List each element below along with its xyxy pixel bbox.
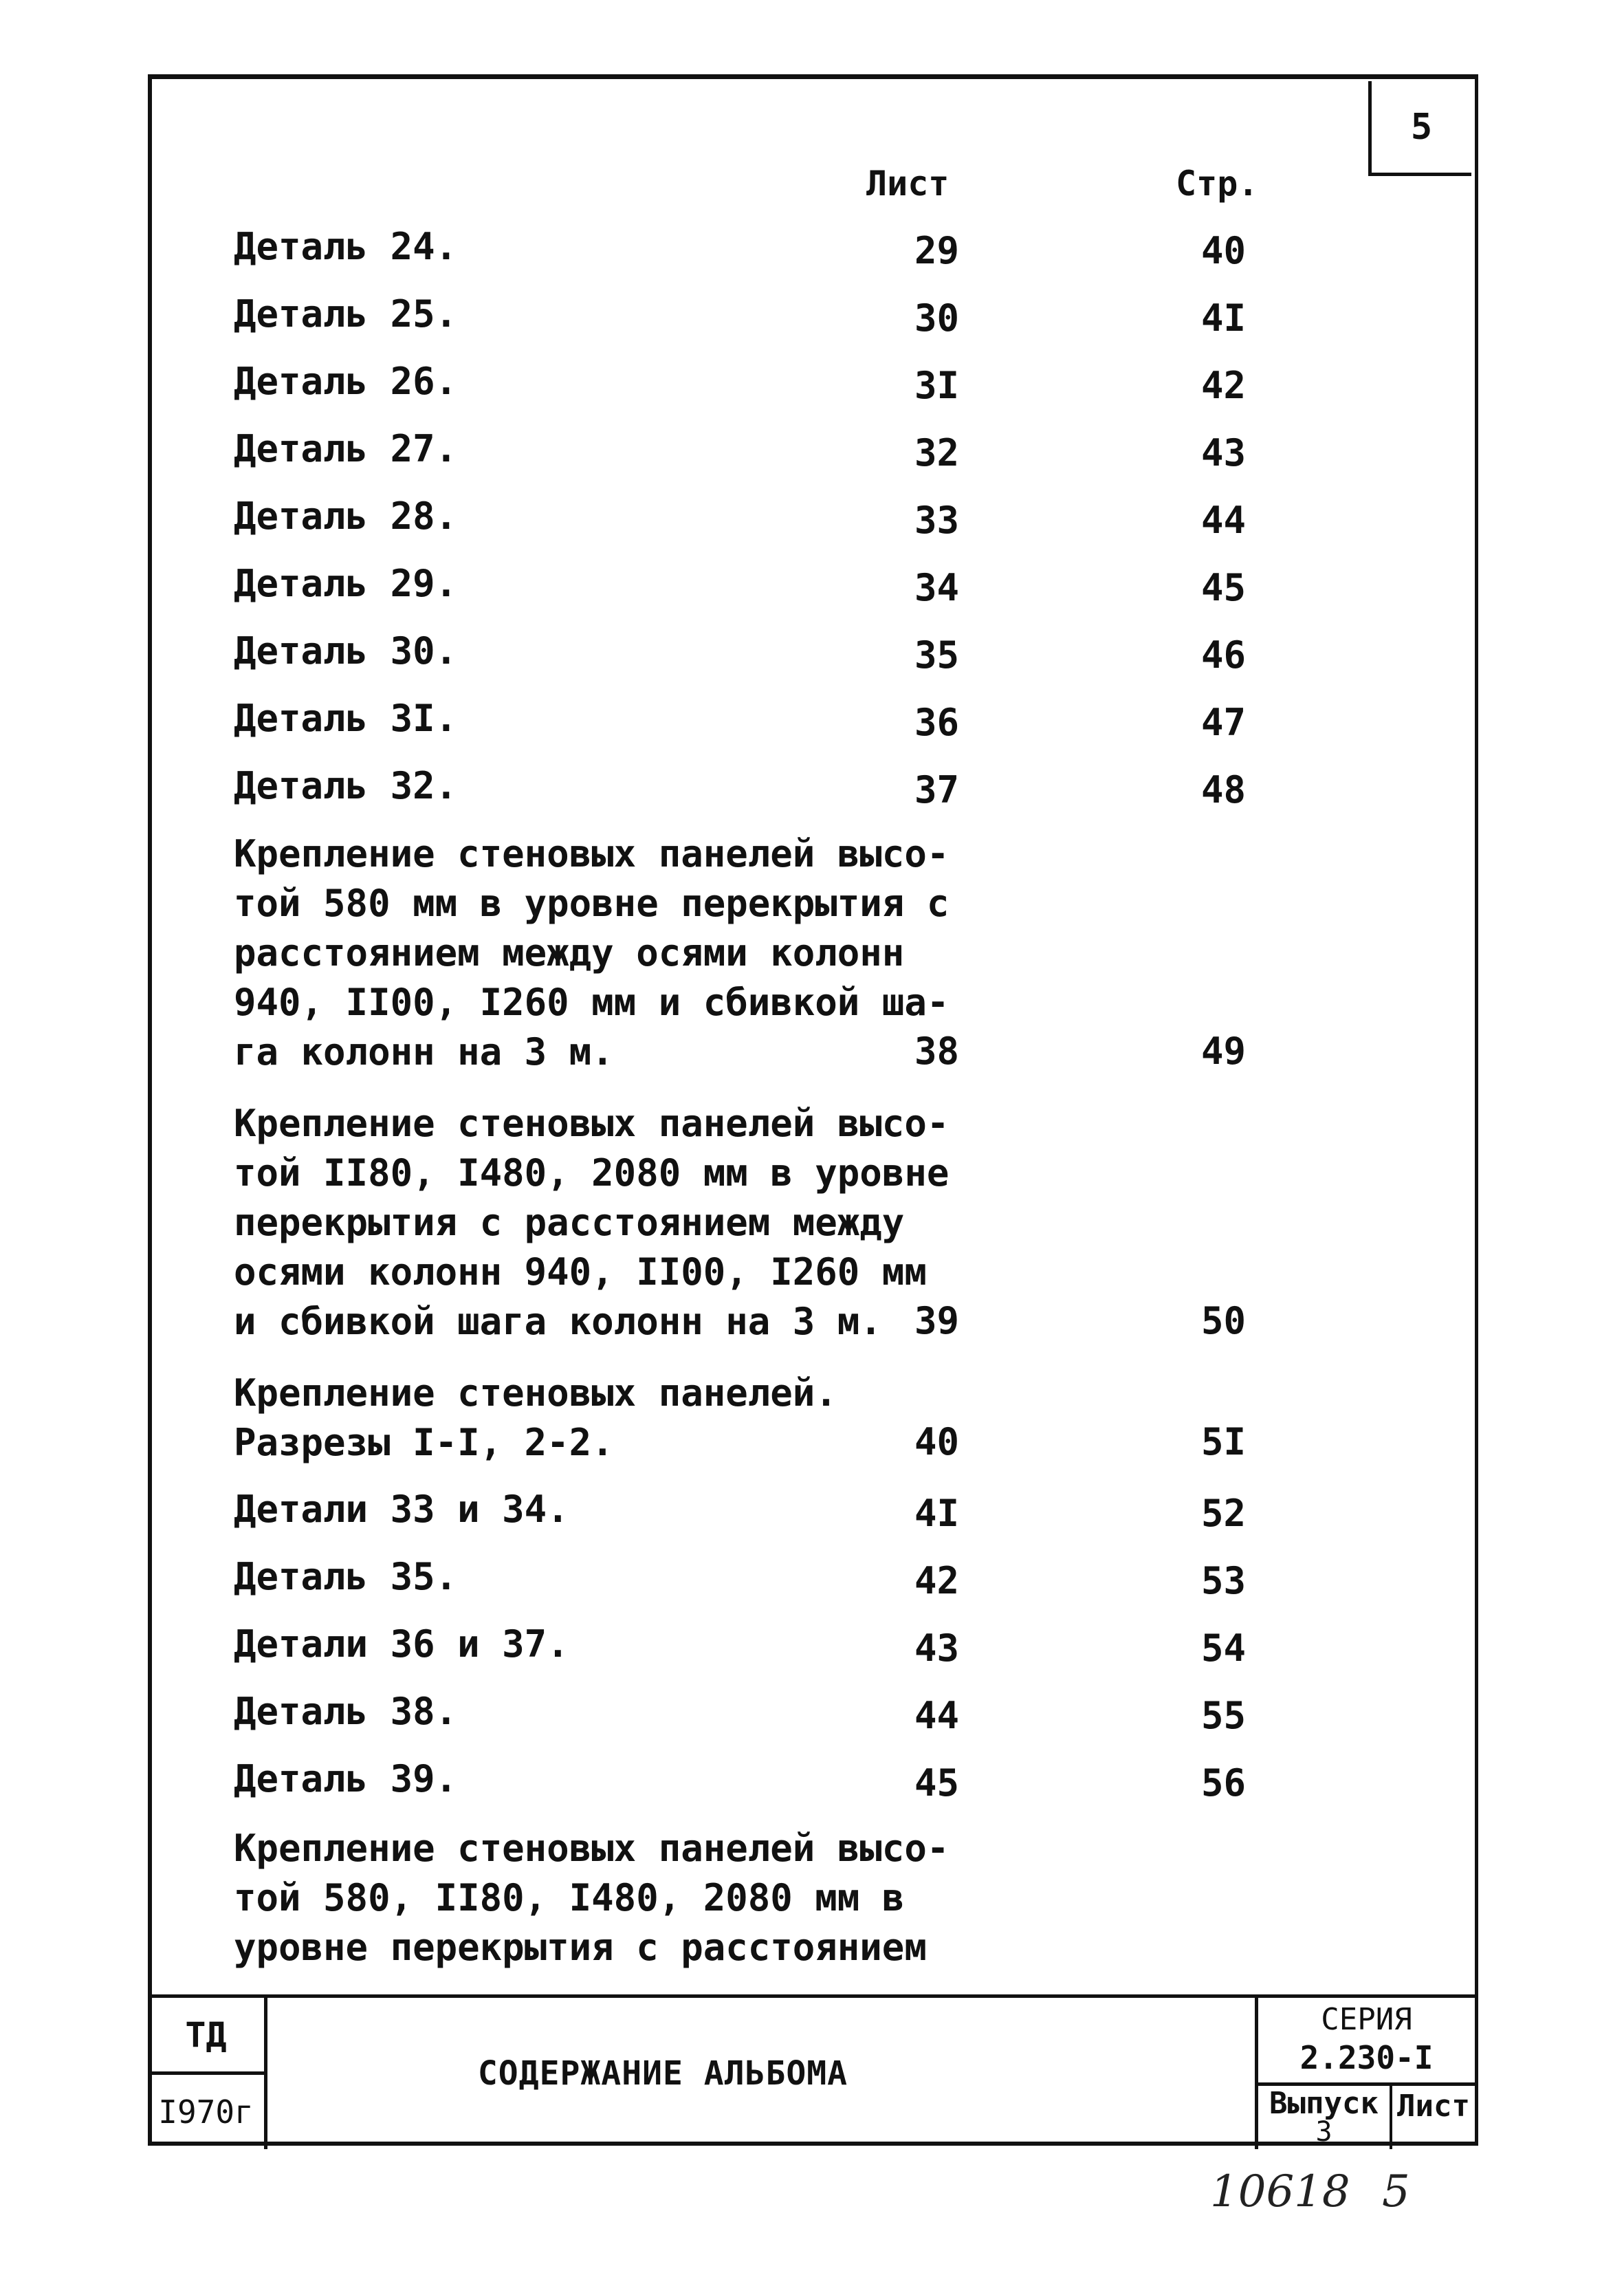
toc-title: Крепление стеновых панелей высо- той II80, I480, 2080 мм в уровне перекрытия с расстоянием между осями колонн 940, II00, I260 мм и сбивкой шага колонн на 3 м. xyxy=(234,1102,950,1343)
toc-sheet: 39 xyxy=(914,1299,960,1342)
stamp-series-label: СЕРИЯ xyxy=(1321,2002,1412,2037)
toc-title: Деталь 28. xyxy=(234,494,458,538)
toc-sheet: 35 xyxy=(914,633,960,677)
toc-sheet: 44 xyxy=(914,1694,960,1737)
toc-row xyxy=(234,1484,1306,1539)
toc-sheet: 33 xyxy=(914,499,960,542)
stamp-org: ТД xyxy=(148,1998,267,2075)
toc-title: Крепление стеновых панелей высо- той 580, II80, I480, 2080 мм в уровне перекрытия с расстоянием xyxy=(234,1827,950,1969)
toc-sheet: 43 xyxy=(914,1626,960,1670)
toc-page: 4I xyxy=(1200,296,1247,340)
toc-title: Деталь 38. xyxy=(234,1690,458,1733)
column-header-sheet: Лист xyxy=(866,164,950,204)
toc-page: 53 xyxy=(1200,1559,1247,1602)
toc-row xyxy=(234,1686,1306,1741)
toc-title: Деталь 32. xyxy=(234,764,458,807)
stamp-year: I970г xyxy=(148,2075,267,2149)
toc-page: 56 xyxy=(1200,1761,1247,1805)
toc-sheet: 42 xyxy=(914,1559,960,1602)
handwritten-page: 5 xyxy=(1382,2166,1410,2217)
toc-sheet: 40 xyxy=(914,1420,960,1463)
toc-row xyxy=(234,289,1306,344)
toc-row xyxy=(234,626,1306,681)
toc-row xyxy=(234,829,1306,1077)
toc-page: 45 xyxy=(1200,566,1247,609)
page-number-box xyxy=(1368,81,1471,176)
toc-page: 50 xyxy=(1200,1299,1247,1342)
toc-page: 44 xyxy=(1200,499,1247,542)
toc-sheet: 36 xyxy=(914,701,960,744)
toc-title: Детали 36 и 37. xyxy=(234,1622,569,1666)
toc-title: Деталь 24. xyxy=(234,225,458,268)
toc-row xyxy=(234,1369,1306,1468)
stamp-title: СОДЕРЖАНИЕ АЛЬБОМА xyxy=(477,2054,848,2093)
stamp-series-value: 2.230-I xyxy=(1299,2039,1434,2076)
toc-title: Деталь 25. xyxy=(234,292,458,336)
toc-page: 46 xyxy=(1200,633,1247,677)
toc-page: 55 xyxy=(1200,1694,1247,1737)
toc-title: Крепление стеновых панелей. Разрезы I-I, 2-2. xyxy=(234,1371,837,1464)
toc-row xyxy=(234,491,1306,546)
toc-row xyxy=(234,1824,1306,1972)
toc-page: 40 xyxy=(1200,229,1247,272)
toc-row xyxy=(234,356,1306,411)
toc-title: Деталь 30. xyxy=(234,629,458,673)
toc-sheet: 4I xyxy=(914,1492,960,1535)
page-number: 5 xyxy=(1410,106,1433,148)
toc-title: Деталь 39. xyxy=(234,1757,458,1800)
stamp-series-cell xyxy=(1255,1998,1475,2086)
toc-page: 5I xyxy=(1200,1420,1247,1463)
toc-sheet: 37 xyxy=(914,768,960,812)
handwritten-number: 10618 xyxy=(1210,2166,1350,2217)
toc-row xyxy=(234,558,1306,613)
toc-sheet: 45 xyxy=(914,1761,960,1805)
column-header-page: Стр. xyxy=(1176,164,1259,204)
toc-title: Детали 33 и 34. xyxy=(234,1488,569,1531)
stamp-issue-cell xyxy=(1255,2086,1392,2149)
toc-row xyxy=(234,1099,1306,1347)
toc-row xyxy=(234,1619,1306,1674)
toc-sheet: 3I xyxy=(914,364,960,407)
toc-title: Крепление стеновых панелей высо- той 580 мм в уровне перекрытия с расстоянием между осями колонн 940, II00, I260 мм и сбивкой ша- га колонн на 3 м. xyxy=(234,832,950,1074)
stamp-sheet-label: Лист xyxy=(1397,2089,1470,2124)
stamp-issue-value: 3 xyxy=(1315,2116,1332,2148)
toc-sheet: 34 xyxy=(914,566,960,609)
title-block xyxy=(148,1994,1478,2151)
toc-title: Деталь 29. xyxy=(234,562,458,605)
toc-sheet: 32 xyxy=(914,431,960,475)
toc-title: Деталь 26. xyxy=(234,360,458,403)
toc-page: 42 xyxy=(1200,364,1247,407)
toc-page: 48 xyxy=(1200,768,1247,812)
toc-page: 49 xyxy=(1200,1030,1247,1073)
toc-title: Деталь 3I. xyxy=(234,697,458,740)
toc-sheet: 30 xyxy=(914,296,960,340)
toc-title: Деталь 35. xyxy=(234,1555,458,1598)
toc-page: 47 xyxy=(1200,701,1247,744)
toc-page: 54 xyxy=(1200,1626,1247,1670)
toc-row xyxy=(234,1754,1306,1809)
toc-sheet: 29 xyxy=(914,229,960,272)
stamp-issue-label: Выпуск xyxy=(1269,2086,1379,2121)
toc-title: Деталь 27. xyxy=(234,427,458,470)
toc-row xyxy=(234,693,1306,748)
toc-sheet: 38 xyxy=(914,1030,960,1073)
toc-row xyxy=(234,221,1306,276)
toc-page: 43 xyxy=(1200,431,1247,475)
toc-row xyxy=(234,424,1306,479)
toc-row xyxy=(234,1552,1306,1607)
toc-row xyxy=(234,761,1306,816)
toc-page: 52 xyxy=(1200,1492,1247,1535)
